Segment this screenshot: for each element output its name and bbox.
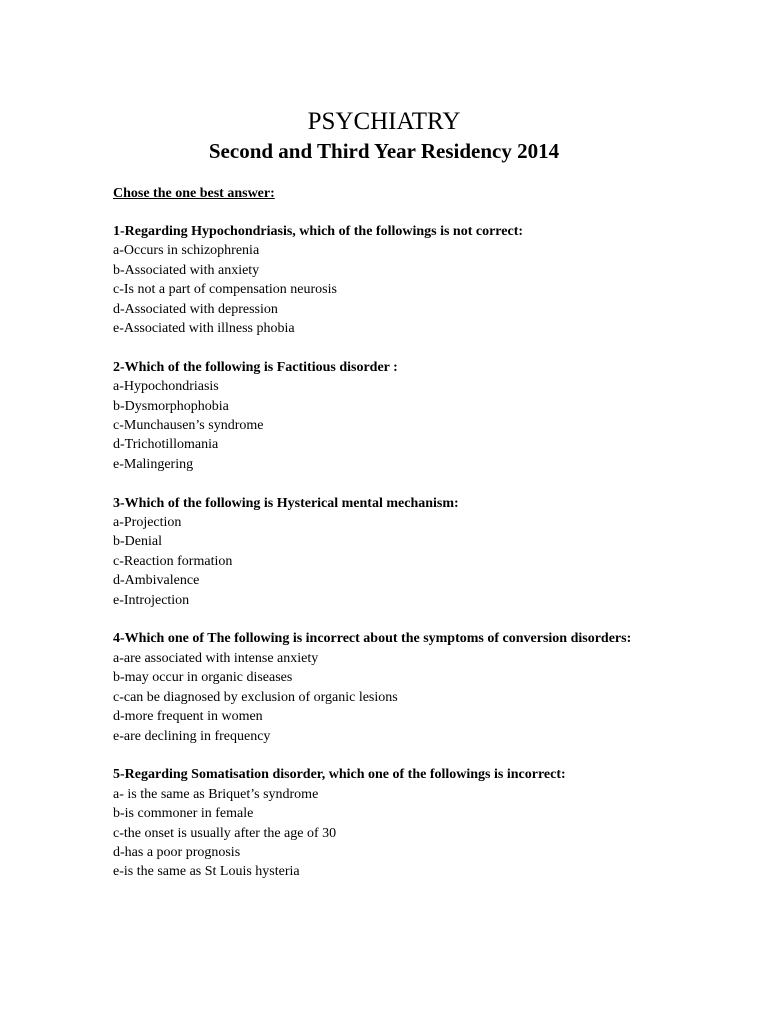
answer-option: c-the onset is usually after the age of 30 bbox=[113, 825, 337, 841]
question-text: 5-Regarding Somatisation disorder, which one of the followings is incorrect: bbox=[113, 767, 566, 783]
answer-option: d-has a poor prognosis bbox=[113, 844, 241, 860]
answer-option: a-are associated with intense anxiety bbox=[113, 650, 319, 666]
question-text: 1-Regarding Hypochondriasis, which of the followings is not correct: bbox=[113, 224, 524, 239]
question-1 bbox=[113, 222, 655, 338]
answer-option: c-Is not a part of compensation neurosis bbox=[113, 282, 337, 298]
question-list bbox=[113, 222, 655, 901]
answer-option: c-Munchausen’s syndrome bbox=[113, 418, 264, 434]
answer-option: e-Introjection bbox=[113, 592, 190, 608]
answer-option: b-Associated with anxiety bbox=[113, 262, 260, 278]
question-text: 2-Which of the following is Factitious disorder : bbox=[113, 359, 398, 375]
answer-option: a-Occurs in schizophrenia bbox=[113, 243, 260, 259]
question-text: 4-Which one of The following is incorrect about the symptoms of conversion disorders: bbox=[113, 631, 632, 647]
answer-option: b-Dysmorphophobia bbox=[113, 398, 229, 414]
answer-option: d-Associated with depression bbox=[113, 301, 278, 317]
answer-option: e-are declining in frequency bbox=[113, 728, 271, 744]
answer-option: e-Malingering bbox=[113, 456, 194, 472]
answer-option: c-Reaction formation bbox=[113, 553, 233, 569]
question-5 bbox=[113, 765, 655, 881]
answer-option: d-Ambivalence bbox=[113, 573, 200, 589]
question-2 bbox=[113, 358, 655, 474]
question-text: 3-Which of the following is Hysterical mental mechanism: bbox=[113, 495, 459, 511]
answer-option: b-Denial bbox=[113, 534, 162, 550]
answer-option: a-Hypochondriasis bbox=[113, 379, 219, 395]
answer-option: e-is the same as St Louis hysteria bbox=[113, 864, 300, 880]
answer-option: d-Trichotillomania bbox=[113, 437, 219, 453]
page-title: PSYCHIATRY bbox=[307, 108, 461, 135]
answer-option: e-Associated with illness phobia bbox=[113, 321, 295, 337]
instruction-text: Chose the one best answer: bbox=[113, 186, 275, 201]
page-subtitle: Second and Third Year Residency 2014 bbox=[208, 139, 560, 163]
answer-option: b-is commoner in female bbox=[113, 806, 254, 822]
answer-option: c-can be diagnosed by exclusion of organic lesions bbox=[113, 689, 398, 705]
question-3 bbox=[113, 494, 655, 610]
answer-option: d-more frequent in women bbox=[113, 709, 263, 725]
answer-option: b-may occur in organic diseases bbox=[113, 670, 293, 686]
answer-option: a- is the same as Briquet’s syndrome bbox=[113, 786, 319, 802]
question-4 bbox=[113, 629, 655, 745]
answer-option: a-Projection bbox=[113, 515, 182, 531]
